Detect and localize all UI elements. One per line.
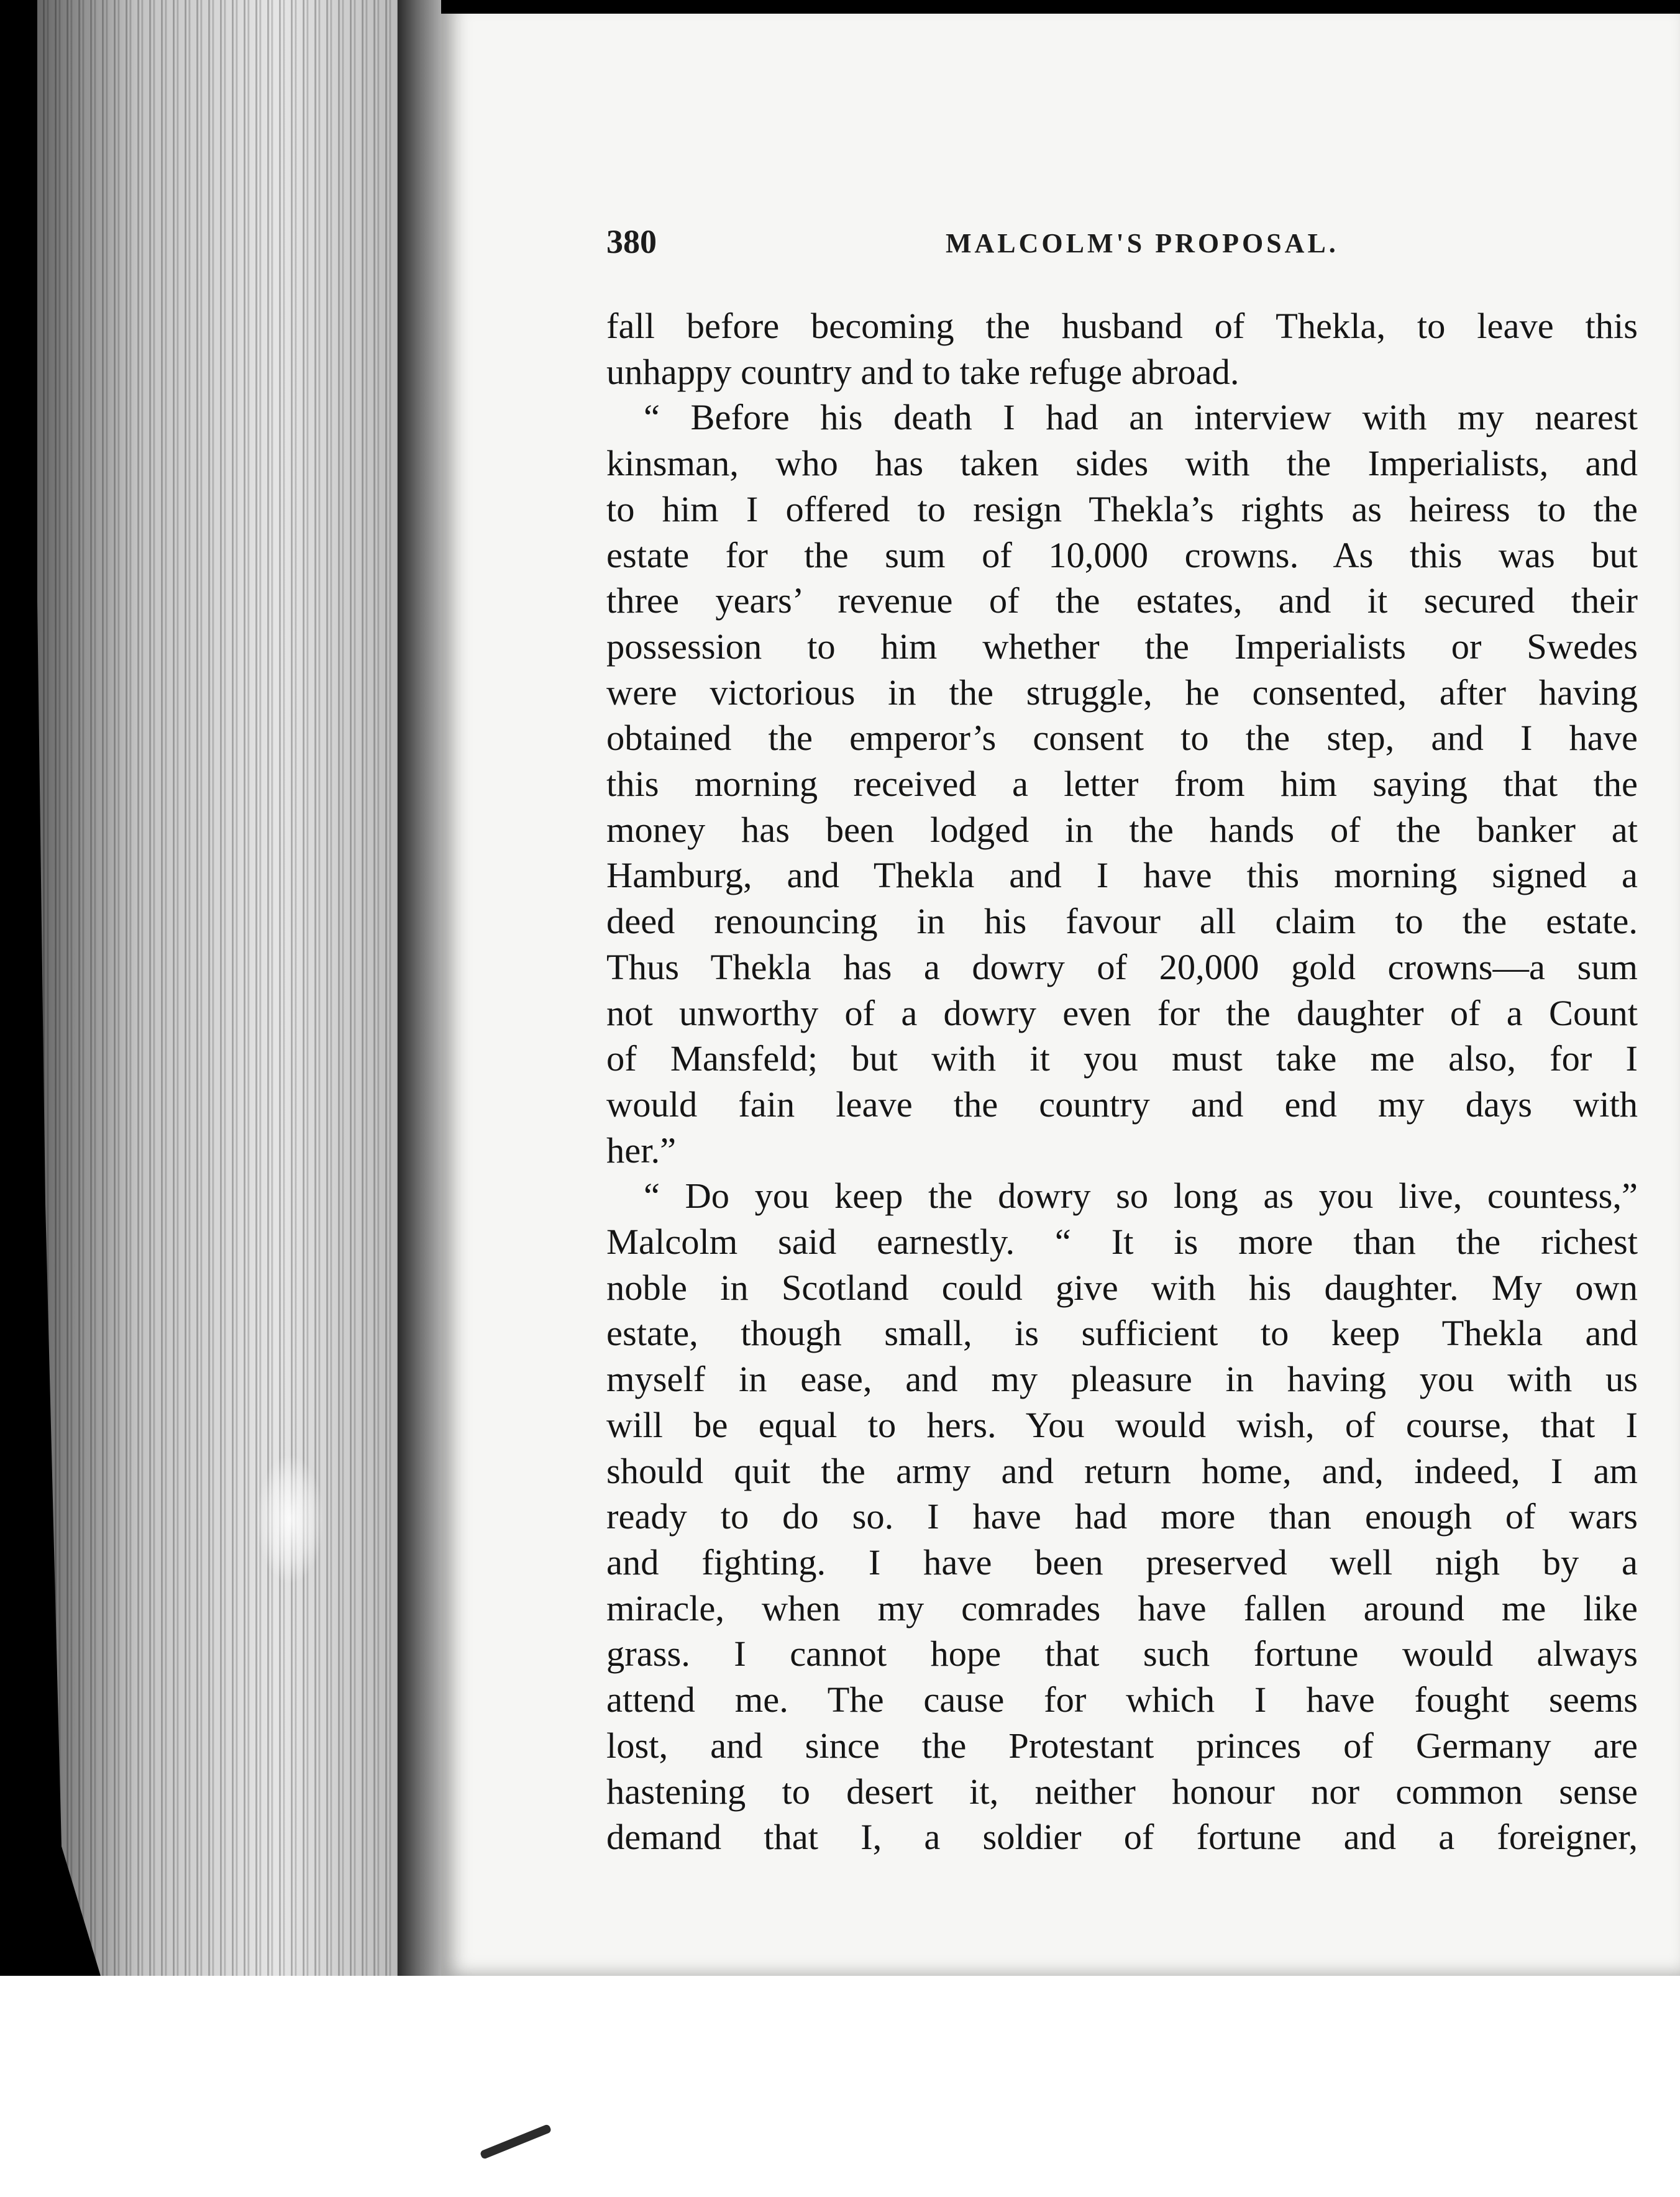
text-line: deed renouncing in his favour all claim to the estate. (606, 901, 1638, 942)
text-line: grass. I cannot hope that such fortune would always (606, 1633, 1638, 1674)
text-line: possession to him whether the Imperialists or Swedes (606, 626, 1638, 667)
text-line: attend me. The cause for which I have fought seems (606, 1679, 1638, 1720)
top-border (441, 0, 1680, 14)
text-line: three years’ revenue of the estates, and it secured their (606, 580, 1638, 621)
text-line: “ Do you keep the dowry so long as you live, countess,” (644, 1176, 1638, 1217)
text-line: not unworthy of a dowry even for the daughter of a Count (606, 992, 1638, 1033)
text-line: lost, and since the Protestant princes of Germany are (606, 1725, 1638, 1766)
text-line: fall before becoming the husband of Thekla, to leave this (606, 306, 1638, 346)
book-page-edges (37, 0, 441, 2007)
text-line: would fain leave the country and end my days with (606, 1084, 1638, 1125)
scan-bottom-margin (0, 1976, 1680, 2197)
text-line: should quit the army and return home, and, indeed, I am (606, 1450, 1638, 1491)
scan-smudge (256, 1454, 324, 1584)
text-line: Malcolm said earnestly. “ It is more than the richest (606, 1222, 1638, 1263)
text-line: estate, though small, is sufficient to keep Thekla and (606, 1313, 1638, 1354)
text-line: her.” (606, 1130, 677, 1171)
text-line: miracle, when my comrades have fallen around me like (606, 1587, 1638, 1628)
text-line: myself in ease, and my pleasure in having you with us (606, 1359, 1638, 1400)
body-text (606, 303, 1638, 1860)
text-line: ready to do so. I have had more than enough of wars (606, 1496, 1638, 1537)
page-header (606, 222, 1638, 272)
text-line: to him I offered to resign Thekla’s rights as heiress to the (606, 488, 1638, 529)
text-line: were victorious in the struggle, he consented, after having (606, 672, 1638, 713)
text-line: estate for the sum of 10,000 crowns. As this was but (606, 534, 1638, 575)
text-line: unhappy country and to take refuge abroad. (606, 351, 1239, 392)
text-line: of Mansfeld; but with it you must take me also, for I (606, 1038, 1638, 1079)
text-line: noble in Scotland could give with his daughter. My own (606, 1267, 1638, 1308)
text-line: Thus Thekla has a dowry of 20,000 gold crowns—a sum (606, 946, 1638, 987)
text-line: will be equal to hers. You would wish, of course, that I (606, 1404, 1638, 1445)
gutter-shadow (398, 0, 447, 2013)
text-line: demand that I, a soldier of fortune and a foreigner, (606, 1817, 1638, 1858)
text-line: hastening to desert it, neither honour nor common sense (606, 1771, 1638, 1812)
text-line: Hamburg, and Thekla and I have this morning signed a (606, 855, 1638, 896)
text-line: and fighting. I have been preserved well nigh by a (606, 1542, 1638, 1583)
text-line: kinsman, who has taken sides with the Imperialists, and (606, 443, 1638, 484)
text-line: obtained the emperor’s consent to the step, and I have (606, 718, 1638, 759)
text-line: this morning received a letter from him saying that the (606, 764, 1638, 805)
text-line: money has been lodged in the hands of the banker at (606, 809, 1638, 850)
page-number: 380 (606, 223, 657, 260)
text-line: “ Before his death I had an interview with my nearest (644, 397, 1638, 438)
running-head: MALCOLM'S PROPOSAL. (946, 228, 1339, 258)
